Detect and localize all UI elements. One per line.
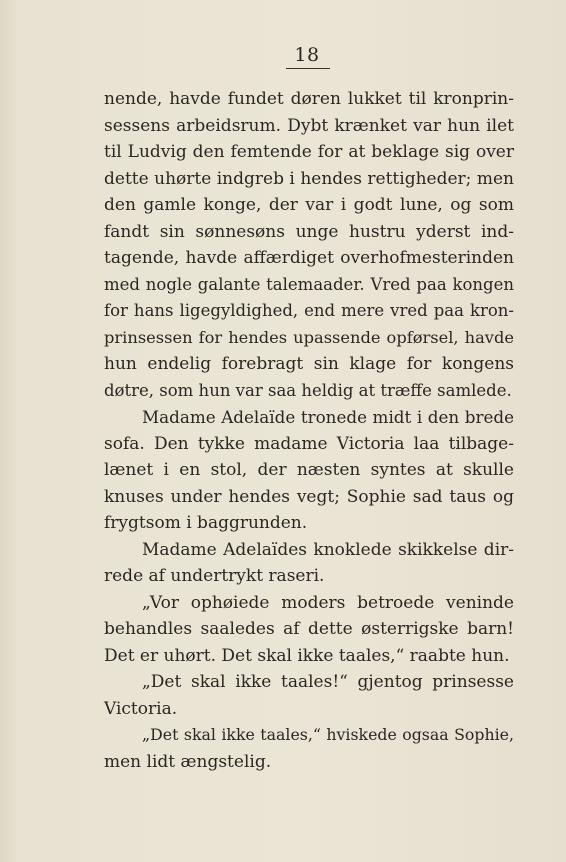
text-line: sofa. Den tykke madame Victoria laa tilbage- — [104, 433, 514, 454]
page-number: 18 — [294, 44, 320, 66]
text-line: knuses under hendes vegt; Sophie sad taus og — [104, 486, 514, 507]
text-line: sessens arbeidsrum. Dybt krænket var hun ilet — [104, 115, 514, 136]
page-number-rule — [286, 68, 330, 69]
text-line: fandt sin sønnesøns unge hustru yderst ind- — [104, 221, 514, 242]
text-line: for hans ligegyldighed, end mere vred paa kron- — [104, 301, 514, 320]
text-line: hun endelig forebragt sin klage for kongens — [104, 354, 514, 374]
body-text — [104, 86, 514, 775]
text-line: Victoria. — [104, 698, 178, 719]
text-line: døtre, som hun var saa heldig at træffe samlede. — [104, 380, 512, 400]
text-line: den gamle konge, der var i godt lune, og som — [104, 195, 514, 215]
text-line: Det er uhørt. Det skal ikke taales,“ raabte hun. — [104, 645, 510, 666]
text-line: behandles saaledes af dette østerrigske barn! — [104, 619, 514, 639]
text-line: tagende, havde affærdiget overhofmesterinden — [104, 248, 514, 268]
text-line: men lidt ængstelig. — [104, 751, 272, 772]
text-line: lænet i en stol, der næsten syntes at skulle — [104, 460, 514, 480]
text-line: Madame Adelaïdes knoklede skikkelse dir- — [142, 539, 514, 560]
text-line: „Det skal ikke taales,“ hviskede ogsaa Sophie, — [142, 725, 514, 744]
text-line: „Vor ophøiede moders betroede veninde — [142, 592, 514, 613]
text-line: dette uhørte indgreb i hendes rettigheder; men — [104, 168, 514, 189]
text-line: prinsessen for hendes upassende opførsel, havde — [104, 327, 514, 347]
text-line: nende, havde fundet døren lukket til kronprin- — [104, 89, 514, 109]
text-line: rede af undertrykt raseri. — [104, 566, 325, 586]
text-line: til Ludvig den femtende for at beklage sig over — [104, 142, 514, 162]
text-line: „Det skal ikke taales!“ gjentog prinsesse — [142, 672, 514, 692]
text-line: med nogle galante talemaader. Vred paa kongen — [104, 274, 514, 294]
text-line: Madame Adelaïde tronede midt i den brede — [142, 407, 514, 427]
text-line: frygtsom i baggrunden. — [104, 513, 308, 533]
